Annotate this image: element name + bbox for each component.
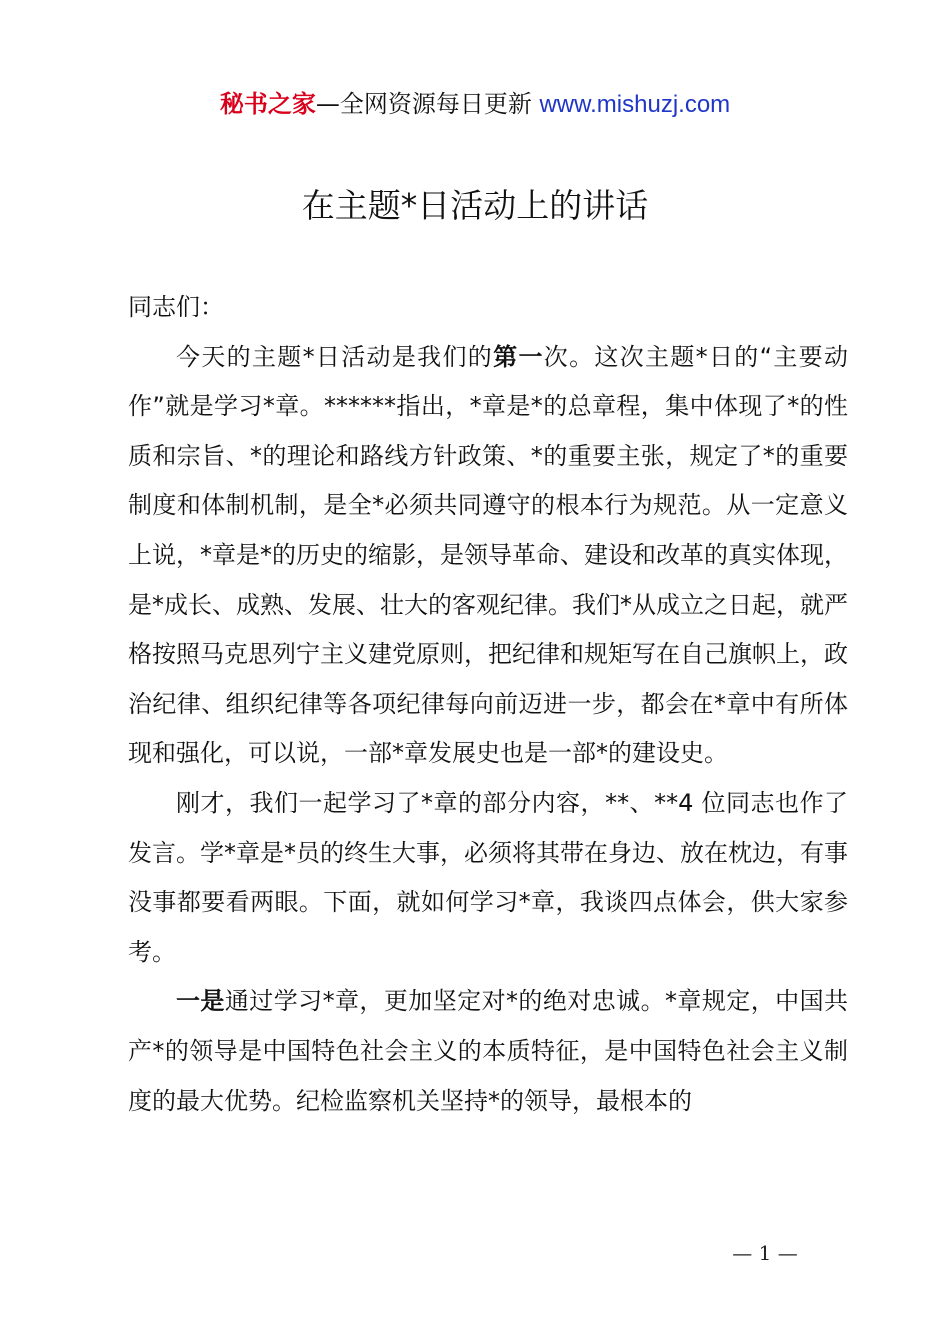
brand-name: 秘书之家: [219, 90, 316, 118]
document-title: 在主题*日活动上的讲话: [301, 186, 649, 225]
paragraph-3: [128, 977, 848, 1126]
site-header: [0, 86, 950, 123]
header-dash: —: [315, 90, 340, 118]
paragraph-3-lead: 一是: [176, 987, 225, 1016]
salutation: 同志们：: [128, 293, 224, 321]
site-url-link[interactable]: www.mishuzj.com: [539, 91, 731, 118]
paragraph-1-start: 今天的主题*日活动是我们的: [176, 342, 494, 371]
document-body: [128, 283, 848, 1126]
page-number: — 1 —: [732, 1241, 798, 1265]
header-tagline: 全网资源每日更新: [339, 90, 540, 118]
paragraph-2: 刚才，我们一起学习了*章的部分内容，**、**4 位同志也作了发言。学*章是*员的终生大事，必须将其带在身边、放在枕边，有事没事都要看两眼。下面，就如何学习*章，我谈四点体会，供大家参考。: [128, 788, 848, 966]
paragraph-1: [128, 333, 848, 779]
paragraph-3-text: 通过学习*章，更加坚定对*的绝对忠诚。*章规定，中国共产*的领导是中国特色社会主义的本质特征，是中国特色社会主义制度的最大优势。纪检监察机关坚持*的领导，最根本的: [128, 987, 849, 1115]
paragraph-1-rest: 次。这次主题*日的“主要动作”就是学习*章。******指出，*章是*的总章程，集中体现了*的性质和宗旨、*的理论和路线方针政策、*的重要主张，规定了*的重要制度和体制机制，是全*必须共同遵守的根本行为规范。从一定意义上说，*章是*的历史的缩影，是领导革命、建设和改革的真实体现，是*成长、成熟、发展、壮大的客观纪律。我们*从成立之日起，就严格按照马克思列宁主义建党原则，把纪律和规矩写在自己旗帜上，政治纪律、组织纪律等各项纪律每向前迈进一步，都会在*章中有所体现和强化，可以说，一部*章发展史也是一部*的建设史。: [128, 342, 849, 768]
paragraph-1-emphasis: 第一: [493, 342, 544, 371]
